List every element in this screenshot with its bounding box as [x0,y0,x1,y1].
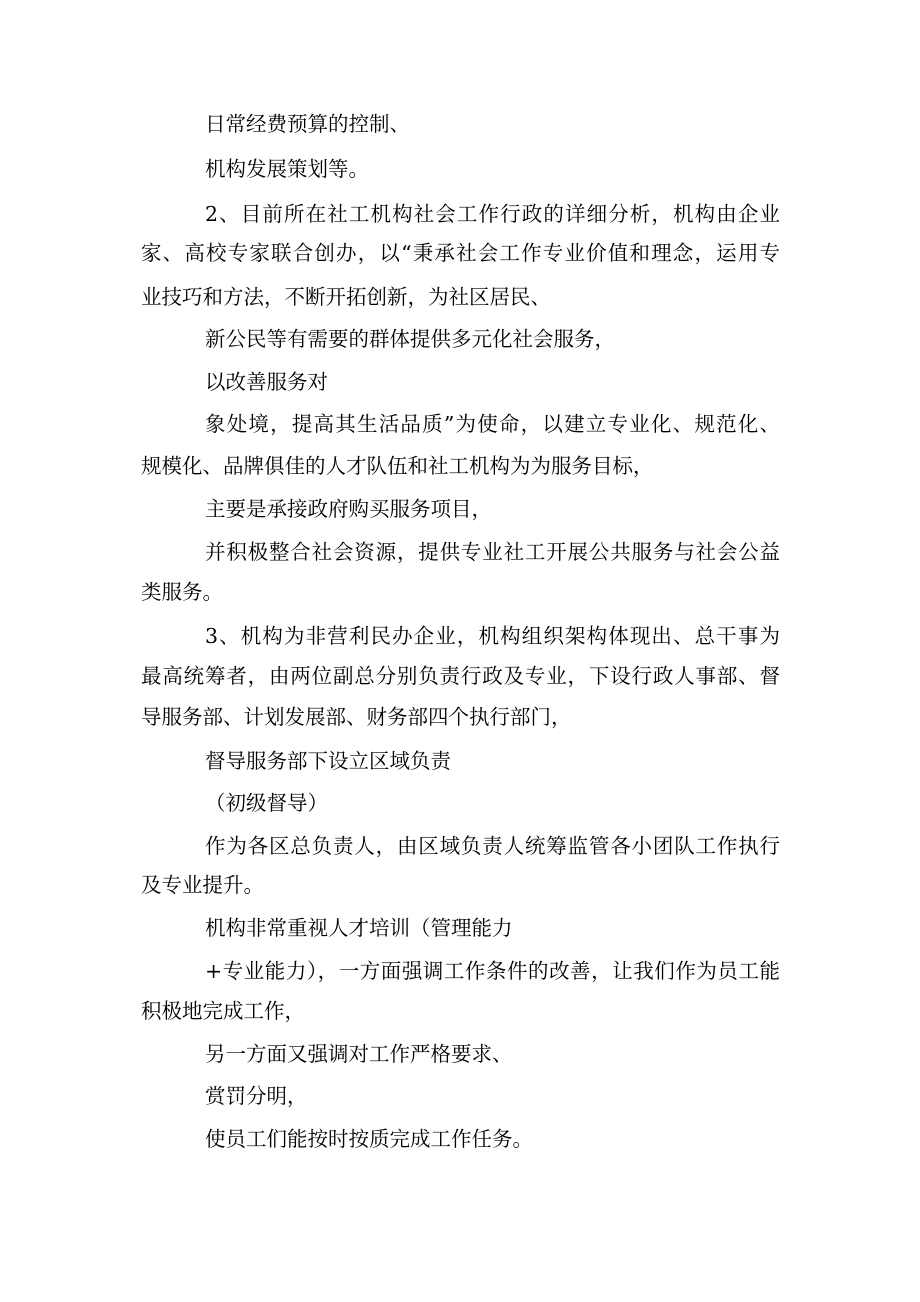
text-line: 规模化、品牌俱佳的人才队伍和社工机构为为服务目标， [141,454,654,478]
text-line: 积极地完成工作， [141,999,305,1023]
text-line: 并积极整合社会资源，提供专业社工开展公共服务与社会公益 [205,540,780,564]
text-line: 最高统筹者，由两位副总分别负责行政及专业，下设行政人事部、督 [141,664,780,688]
text-line: 2、目前所在社工机构社会工作行政的详细分析，机构由企业 [205,202,780,226]
text-line: 及专业提升。 [141,873,264,897]
text-line: 督导服务部下设立区域负责 [205,749,451,773]
text-line: 使员工们能按时按质完成工作任务。 [205,1127,533,1151]
text-line: 赏罚分明， [205,1084,308,1108]
text-line: 另一方面又强调对工作严格要求、 [205,1042,513,1066]
text-line: 3、机构为非营利民办企业，机构组织架构体现出、总干事为 [205,624,780,648]
text-line: 类服务。 [141,580,223,604]
text-line: 象处境，提高其生活品质”为使命，以建立专业化、规范化、 [205,412,780,436]
text-line: 业技巧和方法，不断开拓创新，为社区居民、 [141,285,551,309]
text-line: 日常经费预算的控制、 [205,112,410,136]
text-line: 作为各区总负责人，由区域负责人统筹监管各小团队工作执行 [205,834,780,858]
text-line: 机构非常重视人才培训（管理能力 [205,916,513,940]
text-line: （初级督导） [205,791,328,815]
text-line: 机构发展策划等。 [205,157,369,181]
text-line: 新公民等有需要的群体提供多元化社会服务， [205,327,615,351]
text-line: 导服务部、计划发展部、财务部四个执行部门， [141,705,572,729]
text-line: 主要是承接政府购买服务项目， [205,497,492,521]
text-line: 家、高校专家联合创办，以“秉承社会工作专业价值和理念，运用专 [141,241,780,265]
text-line: +专业能力），一方面强调工作条件的改善，让我们作为员工能 [205,959,780,983]
text-line: 以改善服务对 [205,370,328,394]
